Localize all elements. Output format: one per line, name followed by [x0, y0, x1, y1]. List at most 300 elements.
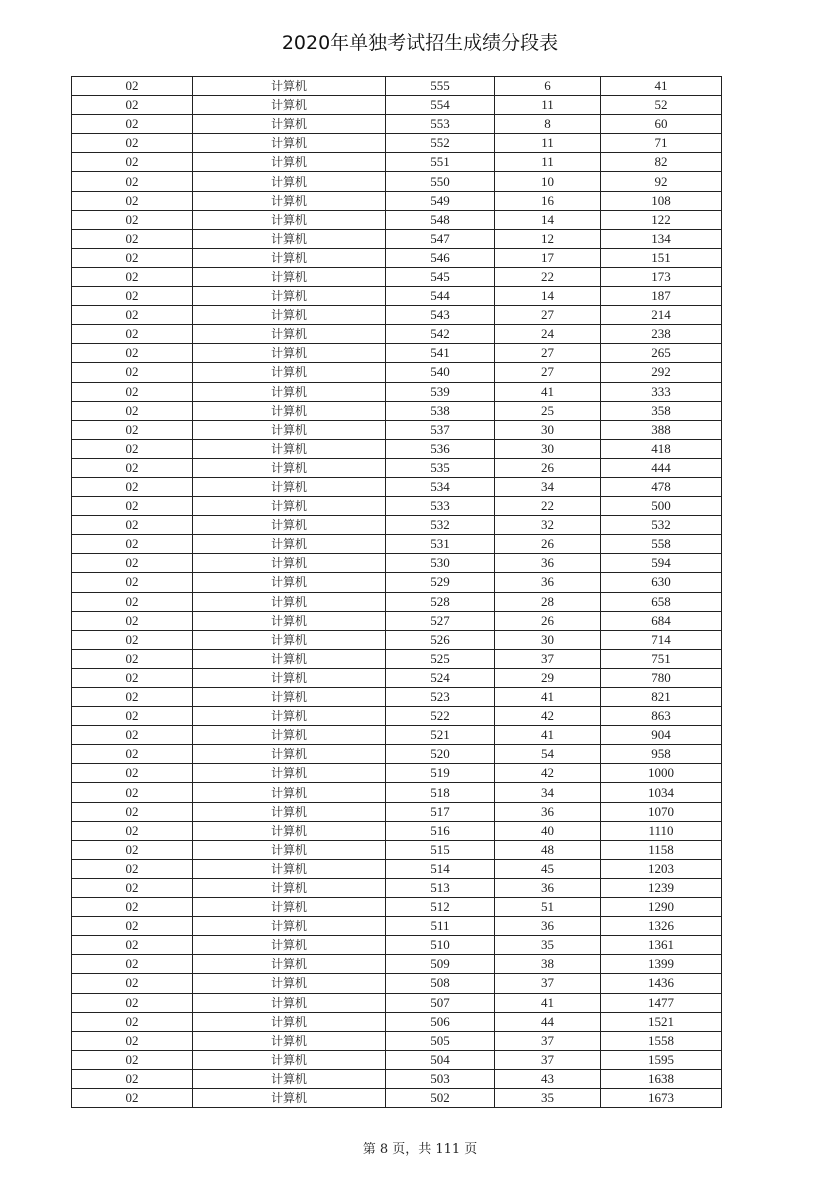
count-cell: 45 — [495, 859, 601, 878]
count-cell: 51 — [495, 898, 601, 917]
cumulative-count-cell: 1000 — [601, 764, 722, 783]
score-cell: 508 — [386, 974, 495, 993]
score-cell: 548 — [386, 210, 495, 229]
major-cell: 计算机 — [193, 516, 386, 535]
category-code-cell: 02 — [72, 878, 193, 897]
cumulative-count-cell: 1239 — [601, 878, 722, 897]
cumulative-count-cell: 1521 — [601, 1012, 722, 1031]
score-cell: 518 — [386, 783, 495, 802]
category-code-cell: 02 — [72, 497, 193, 516]
cumulative-count-cell: 134 — [601, 229, 722, 248]
category-code-cell: 02 — [72, 859, 193, 878]
count-cell: 41 — [495, 726, 601, 745]
category-code-cell: 02 — [72, 210, 193, 229]
major-cell: 计算机 — [193, 458, 386, 477]
table-row — [72, 592, 722, 611]
table-row — [72, 840, 722, 859]
count-cell: 25 — [495, 401, 601, 420]
cumulative-count-cell: 151 — [601, 248, 722, 267]
table-row — [72, 497, 722, 516]
count-cell: 26 — [495, 611, 601, 630]
table-row — [72, 802, 722, 821]
count-cell: 36 — [495, 802, 601, 821]
major-cell: 计算机 — [193, 821, 386, 840]
major-cell: 计算机 — [193, 840, 386, 859]
count-cell: 41 — [495, 688, 601, 707]
category-code-cell: 02 — [72, 420, 193, 439]
count-cell: 43 — [495, 1069, 601, 1088]
major-cell: 计算机 — [193, 477, 386, 496]
category-code-cell: 02 — [72, 764, 193, 783]
score-cell: 521 — [386, 726, 495, 745]
table-row — [72, 726, 722, 745]
count-cell: 26 — [495, 535, 601, 554]
score-cell: 530 — [386, 554, 495, 573]
count-cell: 11 — [495, 96, 601, 115]
score-distribution-table — [71, 76, 722, 1108]
table-row — [72, 974, 722, 993]
major-cell: 计算机 — [193, 172, 386, 191]
table-body — [72, 77, 722, 1108]
count-cell: 30 — [495, 630, 601, 649]
cumulative-count-cell: 1034 — [601, 783, 722, 802]
count-cell: 35 — [495, 1088, 601, 1107]
score-cell: 545 — [386, 267, 495, 286]
table-row — [72, 707, 722, 726]
major-cell: 计算机 — [193, 439, 386, 458]
score-cell: 554 — [386, 96, 495, 115]
score-cell: 520 — [386, 745, 495, 764]
score-cell: 534 — [386, 477, 495, 496]
table-row — [72, 267, 722, 286]
score-cell: 513 — [386, 878, 495, 897]
category-code-cell: 02 — [72, 96, 193, 115]
major-cell: 计算机 — [193, 306, 386, 325]
category-code-cell: 02 — [72, 1012, 193, 1031]
table-row — [72, 821, 722, 840]
cumulative-count-cell: 1558 — [601, 1031, 722, 1050]
score-cell: 507 — [386, 993, 495, 1012]
score-cell: 527 — [386, 611, 495, 630]
table-row — [72, 898, 722, 917]
count-cell: 37 — [495, 974, 601, 993]
table-row — [72, 344, 722, 363]
cumulative-count-cell: 41 — [601, 77, 722, 96]
cumulative-count-cell: 1361 — [601, 936, 722, 955]
major-cell: 计算机 — [193, 1012, 386, 1031]
table-row — [72, 745, 722, 764]
cumulative-count-cell: 904 — [601, 726, 722, 745]
category-code-cell: 02 — [72, 401, 193, 420]
major-cell: 计算机 — [193, 554, 386, 573]
cumulative-count-cell: 1673 — [601, 1088, 722, 1107]
category-code-cell: 02 — [72, 439, 193, 458]
cumulative-count-cell: 821 — [601, 688, 722, 707]
cumulative-count-cell: 444 — [601, 458, 722, 477]
table-row — [72, 1088, 722, 1107]
major-cell: 计算机 — [193, 96, 386, 115]
score-cell: 546 — [386, 248, 495, 267]
score-cell: 539 — [386, 382, 495, 401]
category-code-cell: 02 — [72, 1088, 193, 1107]
cumulative-count-cell: 863 — [601, 707, 722, 726]
score-cell: 504 — [386, 1050, 495, 1069]
count-cell: 10 — [495, 172, 601, 191]
category-code-cell: 02 — [72, 726, 193, 745]
category-code-cell: 02 — [72, 783, 193, 802]
cumulative-count-cell: 358 — [601, 401, 722, 420]
cumulative-count-cell: 1477 — [601, 993, 722, 1012]
major-cell: 计算机 — [193, 210, 386, 229]
major-cell: 计算机 — [193, 267, 386, 286]
count-cell: 35 — [495, 936, 601, 955]
score-cell: 509 — [386, 955, 495, 974]
score-cell: 502 — [386, 1088, 495, 1107]
major-cell: 计算机 — [193, 630, 386, 649]
major-cell: 计算机 — [193, 668, 386, 687]
table-row — [72, 229, 722, 248]
cumulative-count-cell: 1070 — [601, 802, 722, 821]
count-cell: 8 — [495, 115, 601, 134]
cumulative-count-cell: 630 — [601, 573, 722, 592]
score-cell: 549 — [386, 191, 495, 210]
count-cell: 29 — [495, 668, 601, 687]
category-code-cell: 02 — [72, 134, 193, 153]
cumulative-count-cell: 52 — [601, 96, 722, 115]
table-row — [72, 878, 722, 897]
table-row — [72, 477, 722, 496]
cumulative-count-cell: 500 — [601, 497, 722, 516]
major-cell: 计算机 — [193, 115, 386, 134]
table-row — [72, 649, 722, 668]
score-cell: 525 — [386, 649, 495, 668]
major-cell: 计算机 — [193, 134, 386, 153]
page-footer: 第 8 页，共 111 页 — [362, 1142, 478, 1157]
table-row — [72, 191, 722, 210]
score-cell: 535 — [386, 458, 495, 477]
page-title: 2020年单独考试招生成绩分段表 — [281, 32, 559, 54]
score-cell: 529 — [386, 573, 495, 592]
score-cell: 542 — [386, 325, 495, 344]
category-code-cell: 02 — [72, 993, 193, 1012]
table-row — [72, 420, 722, 439]
category-code-cell: 02 — [72, 802, 193, 821]
major-cell: 计算机 — [193, 1031, 386, 1050]
score-cell: 510 — [386, 936, 495, 955]
category-code-cell: 02 — [72, 707, 193, 726]
table-row — [72, 1050, 722, 1069]
cumulative-count-cell: 187 — [601, 287, 722, 306]
major-cell: 计算机 — [193, 1069, 386, 1088]
table-row — [72, 77, 722, 96]
table-row — [72, 993, 722, 1012]
category-code-cell: 02 — [72, 840, 193, 859]
table-row — [72, 535, 722, 554]
score-cell: 506 — [386, 1012, 495, 1031]
count-cell: 38 — [495, 955, 601, 974]
count-cell: 40 — [495, 821, 601, 840]
category-code-cell: 02 — [72, 688, 193, 707]
major-cell: 计算机 — [193, 153, 386, 172]
score-cell: 536 — [386, 439, 495, 458]
table-row — [72, 630, 722, 649]
major-cell: 计算机 — [193, 955, 386, 974]
table-row — [72, 134, 722, 153]
score-cell: 517 — [386, 802, 495, 821]
table-row — [72, 554, 722, 573]
major-cell: 计算机 — [193, 917, 386, 936]
count-cell: 41 — [495, 993, 601, 1012]
count-cell: 14 — [495, 210, 601, 229]
score-cell: 537 — [386, 420, 495, 439]
count-cell: 36 — [495, 878, 601, 897]
cumulative-count-cell: 532 — [601, 516, 722, 535]
category-code-cell: 02 — [72, 573, 193, 592]
count-cell: 14 — [495, 287, 601, 306]
cumulative-count-cell: 658 — [601, 592, 722, 611]
cumulative-count-cell: 1110 — [601, 821, 722, 840]
score-cell: 550 — [386, 172, 495, 191]
cumulative-count-cell: 214 — [601, 306, 722, 325]
cumulative-count-cell: 958 — [601, 745, 722, 764]
major-cell: 计算机 — [193, 248, 386, 267]
score-cell: 541 — [386, 344, 495, 363]
score-cell: 524 — [386, 668, 495, 687]
major-cell: 计算机 — [193, 363, 386, 382]
category-code-cell: 02 — [72, 287, 193, 306]
table-row — [72, 439, 722, 458]
cumulative-count-cell: 1326 — [601, 917, 722, 936]
major-cell: 计算机 — [193, 573, 386, 592]
category-code-cell: 02 — [72, 153, 193, 172]
score-cell: 543 — [386, 306, 495, 325]
major-cell: 计算机 — [193, 707, 386, 726]
major-cell: 计算机 — [193, 783, 386, 802]
category-code-cell: 02 — [72, 115, 193, 134]
count-cell: 37 — [495, 649, 601, 668]
table-row — [72, 1031, 722, 1050]
score-cell: 526 — [386, 630, 495, 649]
score-cell: 503 — [386, 1069, 495, 1088]
major-cell: 计算机 — [193, 1050, 386, 1069]
category-code-cell: 02 — [72, 1069, 193, 1088]
count-cell: 24 — [495, 325, 601, 344]
category-code-cell: 02 — [72, 917, 193, 936]
table-row — [72, 248, 722, 267]
count-cell: 48 — [495, 840, 601, 859]
major-cell: 计算机 — [193, 936, 386, 955]
count-cell: 41 — [495, 382, 601, 401]
cumulative-count-cell: 1290 — [601, 898, 722, 917]
score-cell: 547 — [386, 229, 495, 248]
cumulative-count-cell: 780 — [601, 668, 722, 687]
major-cell: 计算机 — [193, 745, 386, 764]
table-row — [72, 936, 722, 955]
major-cell: 计算机 — [193, 974, 386, 993]
table-row — [72, 287, 722, 306]
count-cell: 22 — [495, 267, 601, 286]
category-code-cell: 02 — [72, 974, 193, 993]
table-row — [72, 306, 722, 325]
major-cell: 计算机 — [193, 287, 386, 306]
cumulative-count-cell: 1399 — [601, 955, 722, 974]
count-cell: 11 — [495, 153, 601, 172]
cumulative-count-cell: 478 — [601, 477, 722, 496]
major-cell: 计算机 — [193, 191, 386, 210]
score-cell: 553 — [386, 115, 495, 134]
table-row — [72, 516, 722, 535]
table-row — [72, 325, 722, 344]
major-cell: 计算机 — [193, 535, 386, 554]
cumulative-count-cell: 558 — [601, 535, 722, 554]
major-cell: 计算机 — [193, 497, 386, 516]
cumulative-count-cell: 594 — [601, 554, 722, 573]
major-cell: 计算机 — [193, 325, 386, 344]
count-cell: 37 — [495, 1050, 601, 1069]
count-cell: 28 — [495, 592, 601, 611]
category-code-cell: 02 — [72, 191, 193, 210]
count-cell: 36 — [495, 917, 601, 936]
major-cell: 计算机 — [193, 649, 386, 668]
category-code-cell: 02 — [72, 77, 193, 96]
category-code-cell: 02 — [72, 344, 193, 363]
cumulative-count-cell: 108 — [601, 191, 722, 210]
major-cell: 计算机 — [193, 726, 386, 745]
major-cell: 计算机 — [193, 77, 386, 96]
cumulative-count-cell: 418 — [601, 439, 722, 458]
table-row — [72, 96, 722, 115]
score-cell: 531 — [386, 535, 495, 554]
cumulative-count-cell: 751 — [601, 649, 722, 668]
category-code-cell: 02 — [72, 363, 193, 382]
category-code-cell: 02 — [72, 306, 193, 325]
cumulative-count-cell: 714 — [601, 630, 722, 649]
count-cell: 22 — [495, 497, 601, 516]
score-cell: 551 — [386, 153, 495, 172]
category-code-cell: 02 — [72, 936, 193, 955]
major-cell: 计算机 — [193, 993, 386, 1012]
major-cell: 计算机 — [193, 592, 386, 611]
table-row — [72, 688, 722, 707]
table-row — [72, 955, 722, 974]
major-cell: 计算机 — [193, 344, 386, 363]
category-code-cell: 02 — [72, 611, 193, 630]
cumulative-count-cell: 1638 — [601, 1069, 722, 1088]
category-code-cell: 02 — [72, 630, 193, 649]
table-row — [72, 573, 722, 592]
count-cell: 42 — [495, 764, 601, 783]
category-code-cell: 02 — [72, 1050, 193, 1069]
table-row — [72, 783, 722, 802]
table-row — [72, 458, 722, 477]
count-cell: 32 — [495, 516, 601, 535]
score-cell: 528 — [386, 592, 495, 611]
table-row — [72, 764, 722, 783]
cumulative-count-cell: 292 — [601, 363, 722, 382]
cumulative-count-cell: 238 — [601, 325, 722, 344]
count-cell: 12 — [495, 229, 601, 248]
category-code-cell: 02 — [72, 382, 193, 401]
major-cell: 计算机 — [193, 898, 386, 917]
score-cell: 511 — [386, 917, 495, 936]
category-code-cell: 02 — [72, 267, 193, 286]
table-row — [72, 153, 722, 172]
count-cell: 30 — [495, 439, 601, 458]
count-cell: 6 — [495, 77, 601, 96]
cumulative-count-cell: 82 — [601, 153, 722, 172]
category-code-cell: 02 — [72, 172, 193, 191]
cumulative-count-cell: 92 — [601, 172, 722, 191]
score-cell: 532 — [386, 516, 495, 535]
cumulative-count-cell: 173 — [601, 267, 722, 286]
category-code-cell: 02 — [72, 821, 193, 840]
cumulative-count-cell: 1595 — [601, 1050, 722, 1069]
category-code-cell: 02 — [72, 592, 193, 611]
count-cell: 26 — [495, 458, 601, 477]
table-row — [72, 917, 722, 936]
table-row — [72, 1069, 722, 1088]
cumulative-count-cell: 60 — [601, 115, 722, 134]
count-cell: 16 — [495, 191, 601, 210]
cumulative-count-cell: 1436 — [601, 974, 722, 993]
major-cell: 计算机 — [193, 1088, 386, 1107]
count-cell: 42 — [495, 707, 601, 726]
major-cell: 计算机 — [193, 611, 386, 630]
count-cell: 37 — [495, 1031, 601, 1050]
count-cell: 30 — [495, 420, 601, 439]
score-cell: 505 — [386, 1031, 495, 1050]
count-cell: 34 — [495, 477, 601, 496]
score-cell: 533 — [386, 497, 495, 516]
count-cell: 36 — [495, 573, 601, 592]
score-cell: 519 — [386, 764, 495, 783]
major-cell: 计算机 — [193, 878, 386, 897]
category-code-cell: 02 — [72, 554, 193, 573]
score-cell: 540 — [386, 363, 495, 382]
count-cell: 27 — [495, 306, 601, 325]
score-cell: 544 — [386, 287, 495, 306]
category-code-cell: 02 — [72, 477, 193, 496]
table-row — [72, 668, 722, 687]
count-cell: 54 — [495, 745, 601, 764]
table-row — [72, 363, 722, 382]
category-code-cell: 02 — [72, 649, 193, 668]
cumulative-count-cell: 265 — [601, 344, 722, 363]
score-cell: 538 — [386, 401, 495, 420]
category-code-cell: 02 — [72, 248, 193, 267]
category-code-cell: 02 — [72, 668, 193, 687]
score-cell: 555 — [386, 77, 495, 96]
score-cell: 512 — [386, 898, 495, 917]
table-row — [72, 859, 722, 878]
major-cell: 计算机 — [193, 802, 386, 821]
score-cell: 515 — [386, 840, 495, 859]
category-code-cell: 02 — [72, 516, 193, 535]
table-row — [72, 210, 722, 229]
category-code-cell: 02 — [72, 229, 193, 248]
count-cell: 27 — [495, 344, 601, 363]
score-cell: 552 — [386, 134, 495, 153]
major-cell: 计算机 — [193, 764, 386, 783]
category-code-cell: 02 — [72, 325, 193, 344]
category-code-cell: 02 — [72, 458, 193, 477]
cumulative-count-cell: 1203 — [601, 859, 722, 878]
category-code-cell: 02 — [72, 955, 193, 974]
cumulative-count-cell: 388 — [601, 420, 722, 439]
cumulative-count-cell: 684 — [601, 611, 722, 630]
major-cell: 计算机 — [193, 382, 386, 401]
category-code-cell: 02 — [72, 535, 193, 554]
